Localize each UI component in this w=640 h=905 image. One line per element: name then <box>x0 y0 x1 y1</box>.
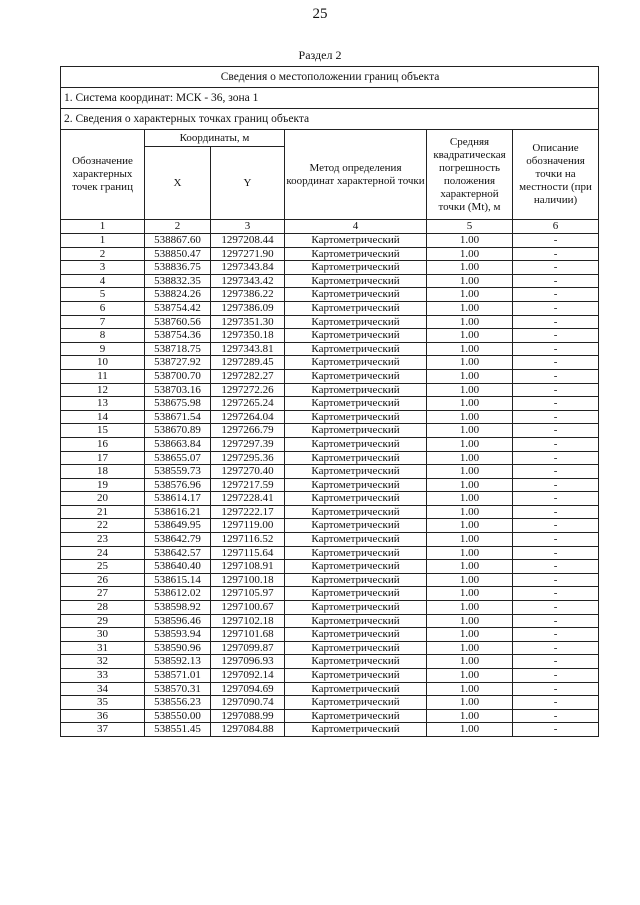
x-cell: 538598.92 <box>145 601 211 615</box>
x-cell: 538670.89 <box>145 424 211 438</box>
description-cell: - <box>513 601 599 615</box>
table-row <box>61 723 599 737</box>
table-row <box>61 709 599 723</box>
description-cell: - <box>513 696 599 710</box>
error-cell: 1.00 <box>427 261 513 275</box>
x-cell: 538850.47 <box>145 247 211 261</box>
method-cell: Картометрический <box>285 533 427 547</box>
error-cell: 1.00 <box>427 329 513 343</box>
table-row <box>61 465 599 479</box>
description-cell: - <box>513 492 599 506</box>
error-cell: 1.00 <box>427 614 513 628</box>
description-cell: - <box>513 424 599 438</box>
y-cell: 1297115.64 <box>211 546 285 560</box>
description-cell: - <box>513 397 599 411</box>
y-cell: 1297094.69 <box>211 682 285 696</box>
table-row <box>61 301 599 315</box>
x-cell: 538642.79 <box>145 533 211 547</box>
error-cell: 1.00 <box>427 669 513 683</box>
table-row <box>61 437 599 451</box>
description-cell: - <box>513 682 599 696</box>
y-cell: 1297386.09 <box>211 301 285 315</box>
table-row <box>61 614 599 628</box>
y-cell: 1297386.22 <box>211 288 285 302</box>
description-cell: - <box>513 234 599 248</box>
table-row <box>61 533 599 547</box>
method-cell: Картометрический <box>285 274 427 288</box>
method-cell: Картометрический <box>285 342 427 356</box>
error-cell: 1.00 <box>427 492 513 506</box>
table-row <box>61 573 599 587</box>
point-id-cell: 27 <box>61 587 145 601</box>
description-cell: - <box>513 546 599 560</box>
header-error: Средняя квадратическая погрешность положения характерной точки (Mt), м <box>427 130 513 220</box>
method-cell: Картометрический <box>285 261 427 275</box>
y-cell: 1297289.45 <box>211 356 285 370</box>
y-cell: 1297105.97 <box>211 587 285 601</box>
description-cell: - <box>513 261 599 275</box>
description-cell: - <box>513 410 599 424</box>
description-cell: - <box>513 274 599 288</box>
point-id-cell: 9 <box>61 342 145 356</box>
method-cell: Картометрический <box>285 234 427 248</box>
table-row <box>61 492 599 506</box>
error-cell: 1.00 <box>427 587 513 601</box>
point-id-cell: 32 <box>61 655 145 669</box>
point-id-cell: 14 <box>61 410 145 424</box>
table-row <box>61 641 599 655</box>
description-cell: - <box>513 560 599 574</box>
error-cell: 1.00 <box>427 709 513 723</box>
point-id-cell: 31 <box>61 641 145 655</box>
error-cell: 1.00 <box>427 696 513 710</box>
point-id-cell: 6 <box>61 301 145 315</box>
description-cell: - <box>513 655 599 669</box>
description-cell: - <box>513 301 599 315</box>
error-cell: 1.00 <box>427 274 513 288</box>
error-cell: 1.00 <box>427 424 513 438</box>
table-row <box>61 628 599 642</box>
points-caption-row: 2. Сведения о характерных точках границ объекта <box>61 109 599 130</box>
point-id-cell: 5 <box>61 288 145 302</box>
table-row <box>61 546 599 560</box>
method-cell: Картометрический <box>285 519 427 533</box>
error-cell: 1.00 <box>427 315 513 329</box>
method-cell: Картометрический <box>285 560 427 574</box>
error-cell: 1.00 <box>427 288 513 302</box>
method-cell: Картометрический <box>285 410 427 424</box>
error-cell: 1.00 <box>427 234 513 248</box>
error-cell: 1.00 <box>427 560 513 574</box>
error-cell: 1.00 <box>427 465 513 479</box>
x-cell: 538550.00 <box>145 709 211 723</box>
col-number: 6 <box>513 220 599 234</box>
error-cell: 1.00 <box>427 437 513 451</box>
x-cell: 538615.14 <box>145 573 211 587</box>
header-y: Y <box>211 147 285 220</box>
point-id-cell: 8 <box>61 329 145 343</box>
x-cell: 538570.31 <box>145 682 211 696</box>
x-cell: 538590.96 <box>145 641 211 655</box>
x-cell: 538727.92 <box>145 356 211 370</box>
header-method: Метод определения координат характерной точки <box>285 130 427 220</box>
description-cell: - <box>513 505 599 519</box>
y-cell: 1297282.27 <box>211 369 285 383</box>
point-id-cell: 12 <box>61 383 145 397</box>
x-cell: 538867.60 <box>145 234 211 248</box>
table-row <box>61 274 599 288</box>
y-cell: 1297102.18 <box>211 614 285 628</box>
x-cell: 538663.84 <box>145 437 211 451</box>
y-cell: 1297217.59 <box>211 478 285 492</box>
y-cell: 1297108.91 <box>211 560 285 574</box>
y-cell: 1297222.17 <box>211 505 285 519</box>
point-id-cell: 36 <box>61 709 145 723</box>
error-cell: 1.00 <box>427 451 513 465</box>
x-cell: 538593.94 <box>145 628 211 642</box>
description-cell: - <box>513 288 599 302</box>
description-cell: - <box>513 329 599 343</box>
table-row <box>61 655 599 669</box>
point-id-cell: 2 <box>61 247 145 261</box>
method-cell: Картометрический <box>285 573 427 587</box>
header-x: X <box>145 147 211 220</box>
table-row <box>61 587 599 601</box>
method-cell: Картометрический <box>285 641 427 655</box>
header-coordinates: Координаты, м <box>145 130 285 147</box>
point-id-cell: 35 <box>61 696 145 710</box>
error-cell: 1.00 <box>427 628 513 642</box>
table-title: Сведения о местоположении границ объекта <box>61 67 599 88</box>
description-cell: - <box>513 519 599 533</box>
x-cell: 538614.17 <box>145 492 211 506</box>
table-row <box>61 451 599 465</box>
table-row <box>61 560 599 574</box>
table-row <box>61 519 599 533</box>
point-id-cell: 30 <box>61 628 145 642</box>
table-row <box>61 505 599 519</box>
page-number: 25 <box>312 6 328 22</box>
point-id-cell: 33 <box>61 669 145 683</box>
x-cell: 538551.45 <box>145 723 211 737</box>
method-cell: Картометрический <box>285 356 427 370</box>
point-id-cell: 1 <box>61 234 145 248</box>
table-row <box>61 397 599 411</box>
y-cell: 1297297.39 <box>211 437 285 451</box>
description-cell: - <box>513 641 599 655</box>
table-row <box>61 234 599 248</box>
description-cell: - <box>513 723 599 737</box>
point-id-cell: 24 <box>61 546 145 560</box>
method-cell: Картометрический <box>285 709 427 723</box>
method-cell: Картометрический <box>285 682 427 696</box>
method-cell: Картометрический <box>285 723 427 737</box>
description-cell: - <box>513 315 599 329</box>
description-cell: - <box>513 614 599 628</box>
error-cell: 1.00 <box>427 655 513 669</box>
table-row <box>61 315 599 329</box>
description-cell: - <box>513 478 599 492</box>
x-cell: 538671.54 <box>145 410 211 424</box>
method-cell: Картометрический <box>285 383 427 397</box>
y-cell: 1297343.42 <box>211 274 285 288</box>
x-cell: 538576.96 <box>145 478 211 492</box>
x-cell: 538760.56 <box>145 315 211 329</box>
x-cell: 538616.21 <box>145 505 211 519</box>
method-cell: Картометрический <box>285 492 427 506</box>
col-number: 1 <box>61 220 145 234</box>
x-cell: 538824.26 <box>145 288 211 302</box>
point-id-cell: 17 <box>61 451 145 465</box>
col-number: 2 <box>145 220 211 234</box>
y-cell: 1297343.84 <box>211 261 285 275</box>
error-cell: 1.00 <box>427 478 513 492</box>
point-id-cell: 19 <box>61 478 145 492</box>
description-cell: - <box>513 709 599 723</box>
table-row <box>61 342 599 356</box>
coord-system-row: 1. Система координат: МСК - 36, зона 1 <box>61 88 599 109</box>
description-cell: - <box>513 533 599 547</box>
y-cell: 1297343.81 <box>211 342 285 356</box>
y-cell: 1297088.99 <box>211 709 285 723</box>
y-cell: 1297100.67 <box>211 601 285 615</box>
point-id-cell: 22 <box>61 519 145 533</box>
description-cell: - <box>513 573 599 587</box>
table-row <box>61 383 599 397</box>
method-cell: Картометрический <box>285 655 427 669</box>
error-cell: 1.00 <box>427 505 513 519</box>
y-cell: 1297272.26 <box>211 383 285 397</box>
col-number: 4 <box>285 220 427 234</box>
method-cell: Картометрический <box>285 505 427 519</box>
y-cell: 1297271.90 <box>211 247 285 261</box>
point-id-cell: 3 <box>61 261 145 275</box>
point-id-cell: 25 <box>61 560 145 574</box>
method-cell: Картометрический <box>285 614 427 628</box>
x-cell: 538556.23 <box>145 696 211 710</box>
table-row <box>61 356 599 370</box>
point-id-cell: 4 <box>61 274 145 288</box>
error-cell: 1.00 <box>427 546 513 560</box>
error-cell: 1.00 <box>427 342 513 356</box>
point-id-cell: 11 <box>61 369 145 383</box>
y-cell: 1297270.40 <box>211 465 285 479</box>
x-cell: 538718.75 <box>145 342 211 356</box>
header-description: Описание обозначения точки на местности (при наличии) <box>513 130 599 220</box>
description-cell: - <box>513 587 599 601</box>
method-cell: Картометрический <box>285 546 427 560</box>
x-cell: 538596.46 <box>145 614 211 628</box>
y-cell: 1297100.18 <box>211 573 285 587</box>
table-row <box>61 288 599 302</box>
error-cell: 1.00 <box>427 356 513 370</box>
boundary-points-table <box>60 66 599 737</box>
table-row <box>61 261 599 275</box>
error-cell: 1.00 <box>427 723 513 737</box>
point-id-cell: 34 <box>61 682 145 696</box>
table-row <box>61 669 599 683</box>
col-number: 3 <box>211 220 285 234</box>
point-id-cell: 23 <box>61 533 145 547</box>
method-cell: Картометрический <box>285 247 427 261</box>
table-row <box>61 478 599 492</box>
error-cell: 1.00 <box>427 397 513 411</box>
error-cell: 1.00 <box>427 383 513 397</box>
point-id-cell: 15 <box>61 424 145 438</box>
method-cell: Картометрический <box>285 288 427 302</box>
x-cell: 538592.13 <box>145 655 211 669</box>
point-id-cell: 26 <box>61 573 145 587</box>
description-cell: - <box>513 437 599 451</box>
y-cell: 1297099.87 <box>211 641 285 655</box>
error-cell: 1.00 <box>427 301 513 315</box>
x-cell: 538836.75 <box>145 261 211 275</box>
method-cell: Картометрический <box>285 301 427 315</box>
method-cell: Картометрический <box>285 465 427 479</box>
section-title: Раздел 2 <box>298 48 342 62</box>
column-number-row <box>61 220 599 234</box>
description-cell: - <box>513 356 599 370</box>
error-cell: 1.00 <box>427 601 513 615</box>
table-row <box>61 424 599 438</box>
description-cell: - <box>513 669 599 683</box>
description-cell: - <box>513 369 599 383</box>
method-cell: Картометрический <box>285 329 427 343</box>
x-cell: 538675.98 <box>145 397 211 411</box>
method-cell: Картометрический <box>285 696 427 710</box>
col-number: 5 <box>427 220 513 234</box>
error-cell: 1.00 <box>427 641 513 655</box>
point-id-cell: 7 <box>61 315 145 329</box>
y-cell: 1297090.74 <box>211 696 285 710</box>
method-cell: Картометрический <box>285 587 427 601</box>
x-cell: 538655.07 <box>145 451 211 465</box>
table-row <box>61 682 599 696</box>
point-id-cell: 20 <box>61 492 145 506</box>
description-cell: - <box>513 247 599 261</box>
method-cell: Картометрический <box>285 628 427 642</box>
method-cell: Картометрический <box>285 669 427 683</box>
y-cell: 1297084.88 <box>211 723 285 737</box>
y-cell: 1297351.30 <box>211 315 285 329</box>
method-cell: Картометрический <box>285 424 427 438</box>
x-cell: 538642.57 <box>145 546 211 560</box>
description-cell: - <box>513 451 599 465</box>
error-cell: 1.00 <box>427 519 513 533</box>
table-row <box>61 696 599 710</box>
description-cell: - <box>513 465 599 479</box>
error-cell: 1.00 <box>427 533 513 547</box>
error-cell: 1.00 <box>427 573 513 587</box>
y-cell: 1297295.36 <box>211 451 285 465</box>
table-row <box>61 601 599 615</box>
point-id-cell: 29 <box>61 614 145 628</box>
y-cell: 1297092.14 <box>211 669 285 683</box>
description-cell: - <box>513 342 599 356</box>
method-cell: Картометрический <box>285 451 427 465</box>
error-cell: 1.00 <box>427 369 513 383</box>
x-cell: 538832.35 <box>145 274 211 288</box>
method-cell: Картометрический <box>285 369 427 383</box>
table-row <box>61 329 599 343</box>
x-cell: 538640.40 <box>145 560 211 574</box>
method-cell: Картометрический <box>285 601 427 615</box>
y-cell: 1297119.00 <box>211 519 285 533</box>
table-row <box>61 369 599 383</box>
y-cell: 1297096.93 <box>211 655 285 669</box>
x-cell: 538559.73 <box>145 465 211 479</box>
y-cell: 1297228.41 <box>211 492 285 506</box>
y-cell: 1297266.79 <box>211 424 285 438</box>
y-cell: 1297264.04 <box>211 410 285 424</box>
table-row <box>61 410 599 424</box>
error-cell: 1.00 <box>427 247 513 261</box>
x-cell: 538754.36 <box>145 329 211 343</box>
method-cell: Картометрический <box>285 397 427 411</box>
y-cell: 1297101.68 <box>211 628 285 642</box>
point-id-cell: 13 <box>61 397 145 411</box>
y-cell: 1297265.24 <box>211 397 285 411</box>
x-cell: 538571.01 <box>145 669 211 683</box>
y-cell: 1297116.52 <box>211 533 285 547</box>
x-cell: 538612.02 <box>145 587 211 601</box>
error-cell: 1.00 <box>427 410 513 424</box>
point-id-cell: 18 <box>61 465 145 479</box>
method-cell: Картометрический <box>285 437 427 451</box>
x-cell: 538703.16 <box>145 383 211 397</box>
method-cell: Картометрический <box>285 478 427 492</box>
x-cell: 538649.95 <box>145 519 211 533</box>
point-id-cell: 16 <box>61 437 145 451</box>
table-row <box>61 247 599 261</box>
header-designation: Обозначение характерных точек границ <box>61 130 145 220</box>
x-cell: 538754.42 <box>145 301 211 315</box>
description-cell: - <box>513 383 599 397</box>
method-cell: Картометрический <box>285 315 427 329</box>
y-cell: 1297350.18 <box>211 329 285 343</box>
x-cell: 538700.70 <box>145 369 211 383</box>
point-id-cell: 37 <box>61 723 145 737</box>
error-cell: 1.00 <box>427 682 513 696</box>
point-id-cell: 10 <box>61 356 145 370</box>
point-id-cell: 21 <box>61 505 145 519</box>
point-id-cell: 28 <box>61 601 145 615</box>
y-cell: 1297208.44 <box>211 234 285 248</box>
description-cell: - <box>513 628 599 642</box>
